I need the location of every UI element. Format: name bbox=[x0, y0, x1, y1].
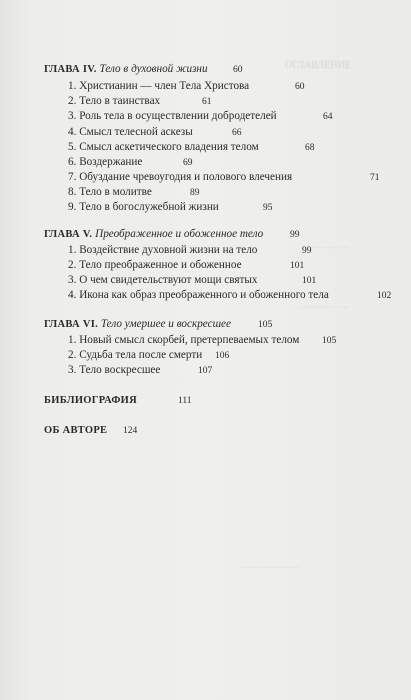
toc-entry: 5. Смысл аскетического владения телом bbox=[68, 141, 259, 153]
page-number: 107 bbox=[198, 366, 213, 376]
page-number: 105 bbox=[322, 336, 337, 346]
chapter-heading: ГЛАВА IV. Тело в духовной жизни bbox=[44, 63, 208, 75]
toc-entry: 9. Тело в богослужебной жизни bbox=[68, 201, 219, 213]
toc-entry: 3. О чем свидетельствуют мощи святых bbox=[68, 274, 258, 286]
toc-entry: 1. Христианин — член Тела Христова bbox=[68, 80, 250, 92]
toc-entry: 3. Тело воскресшее bbox=[68, 364, 161, 376]
toc-entry: 2. Тело в таинствах bbox=[68, 95, 161, 107]
page-number: 105 bbox=[258, 320, 273, 330]
page-number: 102 bbox=[377, 291, 392, 301]
chapter-heading: ГЛАВА V. Преображенное и обоженное тело bbox=[44, 228, 264, 240]
toc-entry: 2. Судьба тела после смерти bbox=[68, 349, 203, 361]
toc-entry: 6. Воздержание bbox=[68, 156, 143, 168]
page-number: 101 bbox=[302, 276, 317, 286]
bleed-through-text: ………… bbox=[310, 240, 350, 251]
toc-entry: 8. Тело в молитве bbox=[68, 186, 152, 198]
page-number: 124 bbox=[123, 426, 138, 436]
page-number: 60 bbox=[233, 65, 243, 75]
page-number: 61 bbox=[202, 97, 212, 107]
page-number: 69 bbox=[183, 158, 193, 168]
bibliography-heading: БИБЛИОГРАФИЯ bbox=[44, 395, 137, 406]
toc-entry: 7. Обуздание чревоугодия и полового влечения bbox=[68, 171, 293, 183]
bleed-through-text: ……………… bbox=[240, 560, 300, 571]
toc-entry: 1. Воздействие духовной жизни на тело bbox=[68, 244, 258, 256]
page-number: 106 bbox=[215, 351, 230, 361]
toc-entry: 4. Смысл телесной аскезы bbox=[68, 126, 193, 138]
page-number: 99 bbox=[302, 246, 312, 256]
page-number: 111 bbox=[178, 396, 192, 406]
page-number: 60 bbox=[295, 82, 305, 92]
page-number: 66 bbox=[232, 128, 242, 138]
chapter-heading: ГЛАВА VI. Тело умершее и воскресшее bbox=[44, 318, 231, 330]
page-number: 68 bbox=[305, 143, 315, 153]
page-number: 99 bbox=[290, 230, 300, 240]
page-number: 95 bbox=[263, 203, 273, 213]
toc-entry: 1. Новый смысл скорбей, претерпеваемых телом bbox=[68, 334, 300, 346]
page-number: 64 bbox=[323, 112, 333, 122]
page-number: 101 bbox=[290, 261, 305, 271]
page-number: 89 bbox=[190, 188, 200, 198]
toc-entry: 3. Роль тела в осуществлении добродетелей bbox=[68, 110, 277, 122]
toc-entry: 2. Тело преображенное и обоженное bbox=[68, 259, 242, 271]
bleed-through-text: ОГЛАВЛЕНИЕ bbox=[285, 60, 351, 71]
page-number: 71 bbox=[370, 173, 380, 183]
about-author-heading: ОБ АВТОРЕ bbox=[44, 425, 108, 436]
toc-entry: 4. Икона как образ преображенного и обоженного тела bbox=[68, 289, 329, 301]
bleed-through-text: …………… bbox=[300, 300, 350, 311]
